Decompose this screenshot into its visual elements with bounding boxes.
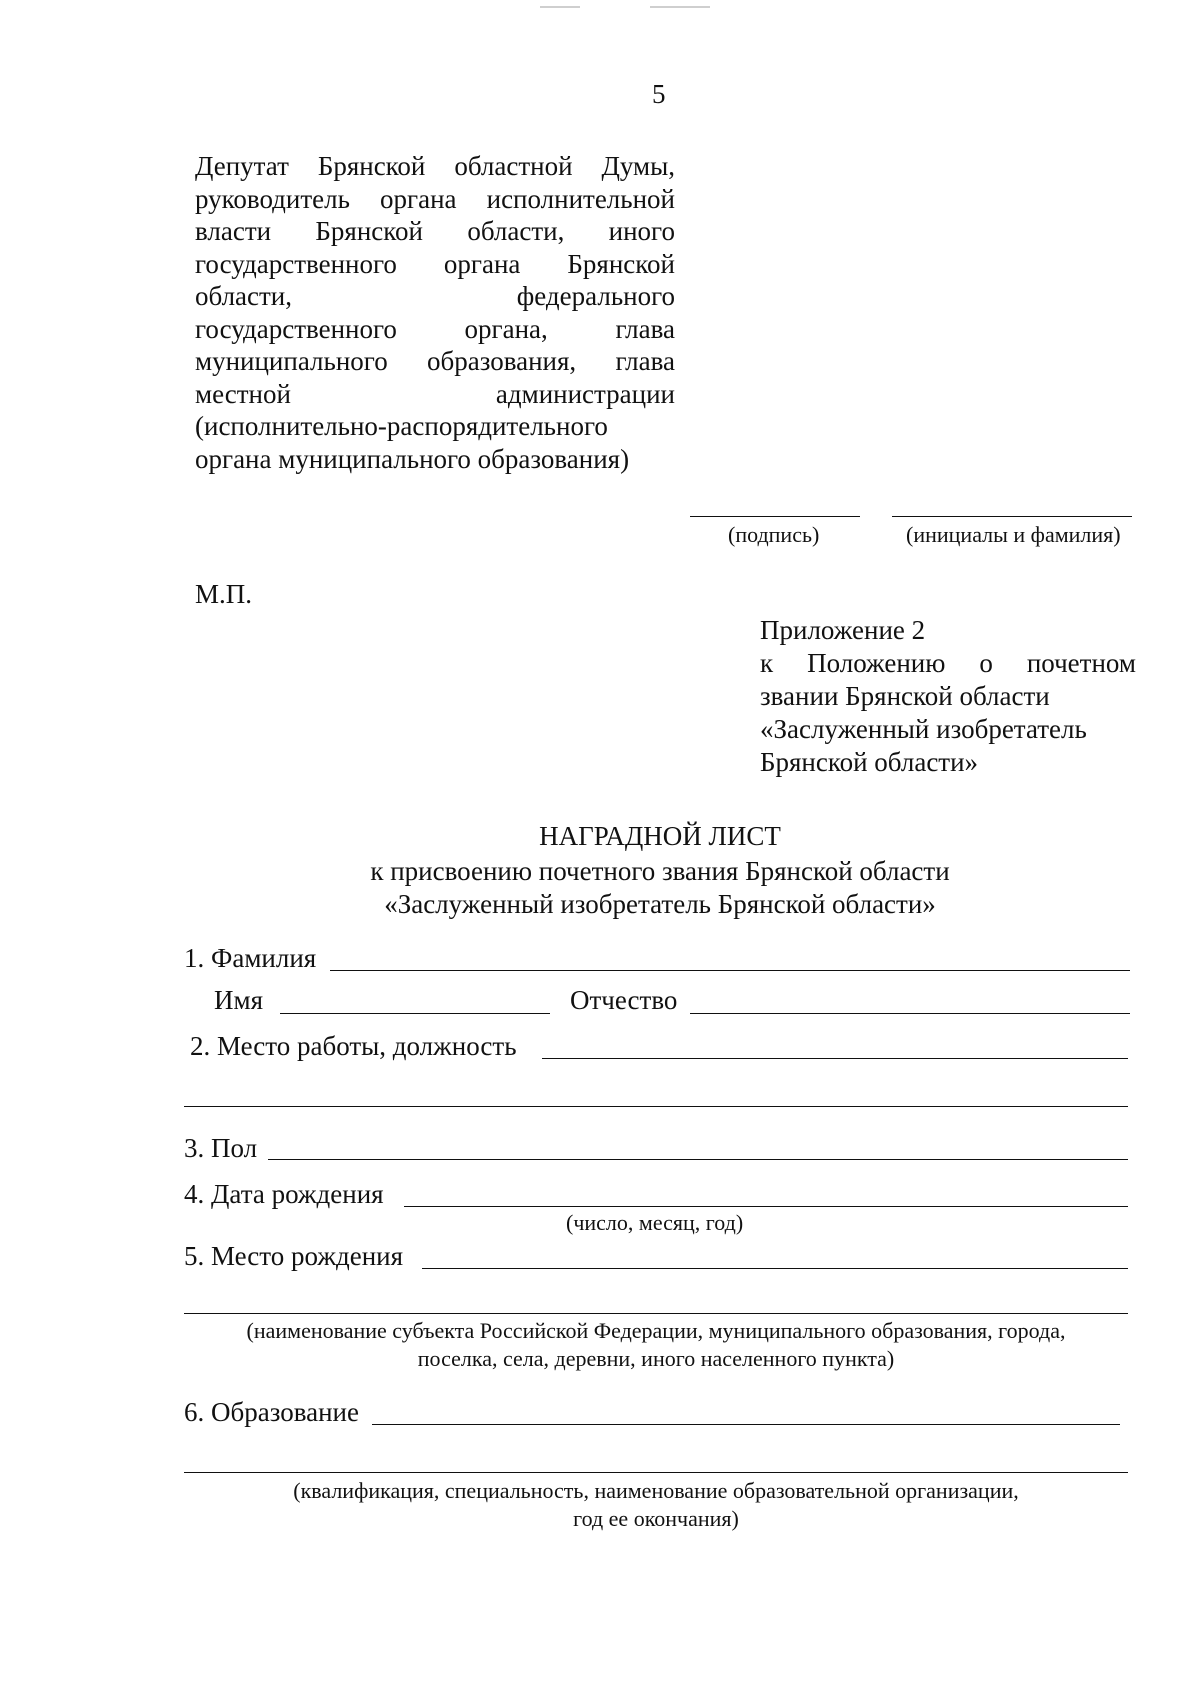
signatory-word: власти [195,216,272,246]
signatory-word: руководитель [195,183,350,214]
scan-artifact [540,6,580,8]
signatory-word: Брянской [317,151,426,181]
patronymic-field-line [690,1013,1130,1014]
sex-label: 3. Пол [184,1133,258,1163]
signatory-line [195,280,675,313]
signatory-word: Думы, [601,151,675,181]
appendix-word: к [760,648,774,678]
signatory-line [195,215,675,248]
scan-artifact [650,6,710,8]
signatory-word: глава [615,313,675,344]
workplace-field-line-2 [184,1106,1128,1107]
signatory-line [195,183,675,216]
birth-date-field-line [404,1206,1128,1207]
signatory-word: Депутат [195,151,289,181]
signatory-word: органа [380,183,457,214]
education-field-line-2 [184,1472,1128,1473]
name-field-line [280,1013,550,1014]
signatory-word: иного [608,216,675,246]
birth-place-hint: поселка, села, деревни, иного населенного пункта) [417,1346,895,1371]
signatory-line [195,248,675,281]
birth-place-field-line [422,1268,1128,1269]
document-subtitle: «Заслуженный изобретатель Брянской области» [384,889,936,919]
birth-place-label: 5. Место рождения [184,1241,404,1271]
signature-caption: (подпись) [728,522,820,547]
name-caption: (инициалы и фамилия) [906,522,1121,547]
signatory-word: государственного [195,313,397,344]
appendix-line: Приложение 2 [760,615,926,645]
birth-place-hint: (наименование субъекта Российской Федерации, муниципального образования, города, [246,1318,1066,1343]
signatory-line [195,378,675,411]
signatory-word: федерального [516,281,675,311]
education-label: 6. Образование [184,1397,359,1427]
birth-date-hint: (число, месяц, год) [566,1210,744,1235]
signatory-word: местной [195,378,291,409]
signatory-word: Брянской [567,248,675,279]
birth-date-label: 4. Дата рождения [184,1179,384,1209]
signatory-word: органа, [464,313,548,344]
education-field-line [372,1424,1120,1425]
signatory-word: Брянской [315,216,423,246]
signatory-line: (исполнительно-распорядительного [195,411,608,441]
signatory-word: области, [195,281,293,311]
patronymic-label: Отчество [570,985,678,1015]
signature-line [690,516,860,517]
signatory-word: муниципального [195,346,388,376]
signatory-word: образования, [426,346,577,376]
appendix-line: «Заслуженный изобретатель [760,714,1087,744]
signatory-line [195,345,675,378]
workplace-field-line [542,1058,1128,1059]
signatory-line [195,313,675,346]
education-hint: (квалификация, специальность, наименование образовательной организации, [293,1478,1019,1503]
birth-place-field-line-2 [184,1313,1128,1314]
appendix-line: Брянской области» [760,747,979,777]
signatory-word: исполнительной [486,183,675,214]
document-subtitle: к присвоению почетного звания Брянской области [370,856,950,886]
signatory-word: государственного [195,248,397,279]
page-number: 5 [652,79,666,109]
signatory-word: органа [443,248,521,279]
document-title: НАГРАДНОЙ ЛИСТ [539,821,781,851]
signatory-line: органа муниципального образования) [195,443,630,474]
signatory-block [195,150,675,475]
signatory-word: областной [454,151,573,181]
appendix-word: почетном [1026,648,1136,678]
appendix-word: о [979,648,993,678]
signatory-word: администрации [495,378,675,409]
surname-field-line [330,970,1130,971]
appendix-word: Положению [807,648,946,678]
sex-field-line [268,1159,1128,1160]
workplace-label: 2. Место работы, должность [190,1031,517,1061]
education-hint: год ее окончания) [573,1506,739,1531]
name-label: Имя [214,985,264,1015]
surname-label: 1. Фамилия [184,943,317,973]
appendix-block [760,614,1136,779]
appendix-line: звании Брянской области [760,681,1050,711]
stamp-place: М.П. [195,579,253,609]
signatory-word: глава [615,346,675,376]
appendix-line [760,647,1136,680]
name-line [892,516,1132,517]
signatory-word: области, [467,216,565,246]
signatory-line [195,150,675,183]
